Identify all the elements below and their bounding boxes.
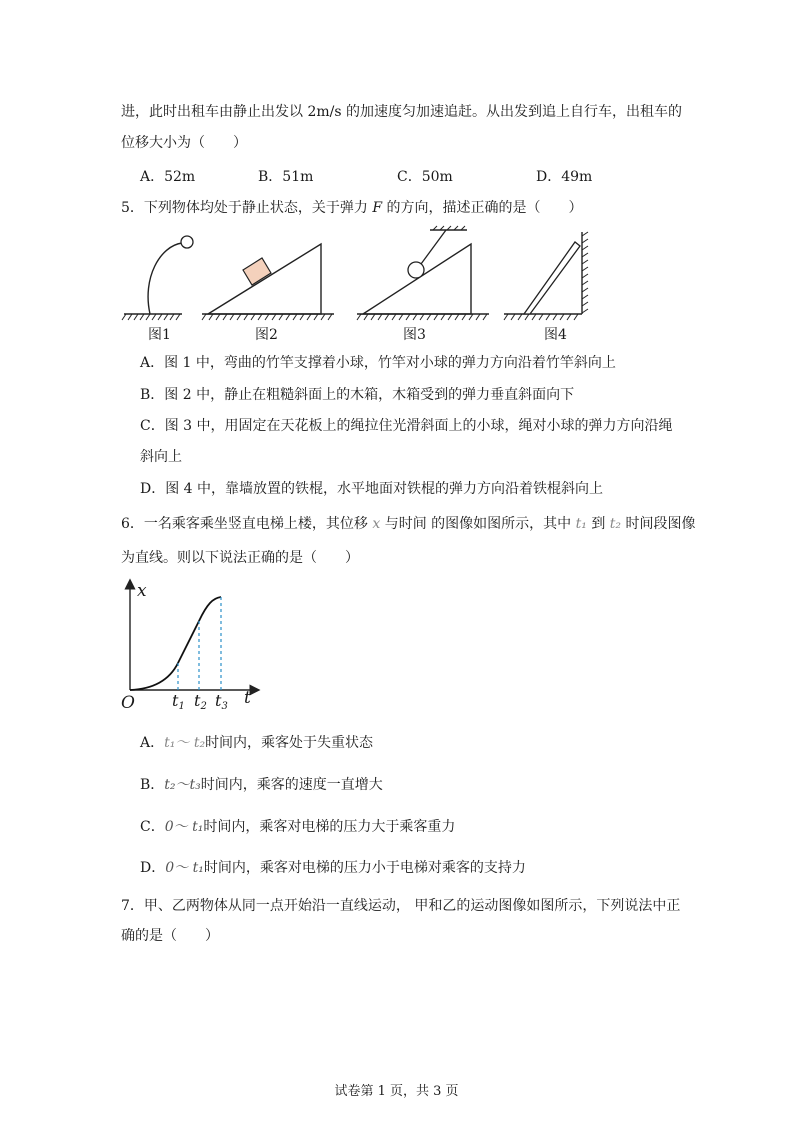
graph-origin-label: O [121,693,135,713]
graph-y-label: x [137,581,147,601]
graph-tick-t2: $t_2$ [194,691,207,712]
graph-tick-t1: $t_1$ [172,691,185,712]
q6-line-1-x: x [372,516,381,532]
q6-line-1-c: 到 [586,516,610,532]
q4-line-1: 进，此时出租车由静止出发以 2m/s 的加速度匀加速追赶。从出发到追上自行车，出租车的 [121,104,682,120]
q5-stem-a: 5．下列物体均处于静止状态，关于弹力 [121,200,373,216]
q5-figure-3 [355,226,490,321]
graph-curve [130,597,221,690]
q6-line-1 [121,514,695,534]
graph-x-label: t [244,688,251,708]
q6-line-2: 为直线。则以下说法正确的是（ ） [121,550,359,566]
q4-option-d: D．49m [536,169,593,185]
q5-figure-1 [120,228,190,323]
q6-option-a: A．t₁～ t₂时间内，乘客处于失重状态 [140,735,374,751]
q6-line-1-t2: t₂ [609,516,622,532]
q5-figure-1-label: 图1 [148,327,171,343]
q5-figure-4 [502,230,592,322]
q5-figure-3-label: 图3 [403,327,426,343]
q5-option-c-line-1: C．图 3 中，用固定在天花板上的绳拉住光滑斜面上的小球，绳对小球的弹力方向沿绳 [140,418,673,434]
q6-option-c: C．0～ t₁时间内，乘客对电梯的压力大于乘客重力 [140,819,456,835]
q5-option-d: D．图 4 中，靠墙放置的铁棍，水平地面对铁棍的弹力方向沿着铁棍斜向上 [140,481,604,497]
q5-option-c-line-2: 斜向上 [140,449,182,465]
q6-option-d: D．0～ t₁时间内，乘客对电梯的压力小于电梯对乘客的支持力 [140,860,526,876]
page-footer: 试卷第 1 页，共 3 页 [334,1084,459,1099]
q5-stem-var: F [372,200,383,216]
q5-figure-2 [200,240,335,320]
q5-stem-b: 的方向，描述正确的是（ ） [382,200,583,216]
q6-line-1-b: 与时间 的图像如图所示，其中 [380,516,576,532]
q6-line-1-d: 时间段图像 [621,516,696,532]
q5-figure-4-label: 图4 [544,327,567,343]
q6-line-1-t1: t₁ [575,516,587,532]
q7-line-2: 确的是（ ） [121,928,219,944]
q6-option-b: B．t₂～t₃时间内，乘客的速度一直增大 [140,777,383,793]
q7-line-1: 7．甲、乙两物体从同一点开始沿一直线运动， 甲和乙的运动图像如图所示，下列说法中正 [121,898,681,914]
q4-option-c: C．50m [397,169,453,185]
q6-line-1-a: 6．一名乘客乘坐竖直电梯上楼，其位移 [121,516,373,532]
q5-option-a: A．图 1 中，弯曲的竹竿支撑着小球，竹竿对小球的弹力方向沿着竹竿斜向上 [140,355,616,371]
q4-option-b: B．51m [258,169,314,185]
q4-line-2: 位移大小为（ ） [121,135,247,151]
q4-option-a: A．52m [140,169,196,185]
graph-tick-t3: $t_3$ [215,691,228,712]
q5-stem [121,198,583,218]
q5-option-b: B．图 2 中，静止在粗糙斜面上的木箱，木箱受到的弹力垂直斜面向下 [140,387,575,403]
q5-figure-2-label: 图2 [255,327,278,343]
